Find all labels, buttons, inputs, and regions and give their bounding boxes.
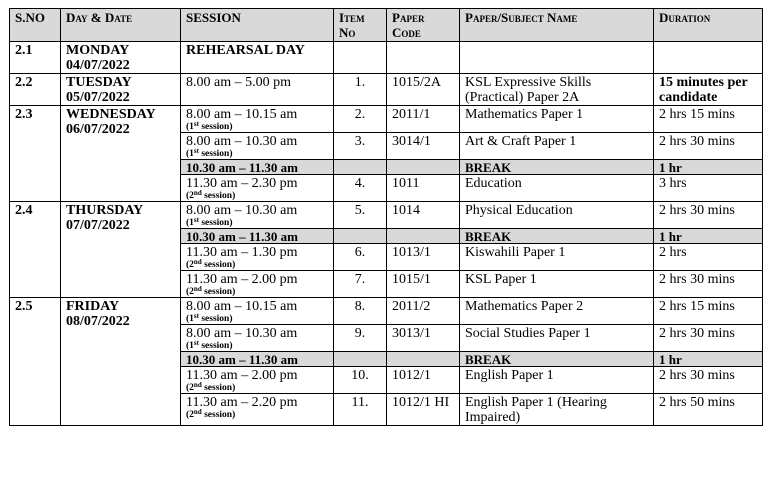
subject-cell: Art & Craft Paper 1 bbox=[460, 133, 654, 160]
item-no-cell: 10. bbox=[334, 367, 387, 394]
day-name: FRIDAY bbox=[66, 299, 120, 314]
session-ordinal: nd bbox=[193, 189, 202, 197]
paper-code-cell: 1012/1 HI bbox=[387, 394, 460, 426]
subject-cell: Education bbox=[460, 175, 654, 202]
table-row bbox=[10, 42, 763, 74]
day-date-cell bbox=[61, 42, 181, 74]
paper-code-cell bbox=[387, 42, 460, 74]
session-cell bbox=[181, 325, 334, 352]
date-value: 07/07/2022 bbox=[66, 218, 130, 233]
session-cell bbox=[181, 229, 334, 244]
header-item-no: Item No bbox=[334, 9, 387, 42]
date-value: 05/07/2022 bbox=[66, 90, 130, 105]
item-no-cell bbox=[334, 229, 387, 244]
session-cell bbox=[181, 42, 334, 74]
session-cell bbox=[181, 133, 334, 160]
duration-cell: 15 minutes per candidate bbox=[654, 74, 763, 106]
session-word: session bbox=[201, 410, 233, 420]
sno-cell: 2.4 bbox=[10, 202, 61, 298]
item-no-cell bbox=[334, 352, 387, 367]
session-word: session bbox=[198, 149, 230, 159]
item-no-cell: 1. bbox=[334, 74, 387, 106]
duration-cell bbox=[654, 42, 763, 74]
table-row bbox=[10, 202, 763, 229]
session-time: 8.00 am – 10.15 am bbox=[186, 299, 298, 314]
duration-cell: 2 hrs 30 mins bbox=[654, 133, 763, 160]
header-day-date: Day & Date bbox=[61, 9, 181, 42]
session-time: 10.30 am – 11.30 am bbox=[186, 352, 298, 367]
subject-cell: Mathematics Paper 2 bbox=[460, 298, 654, 325]
session-ordinal: st bbox=[193, 216, 199, 224]
duration-cell: 2 hrs 30 mins bbox=[654, 271, 763, 298]
session-number: 1 bbox=[189, 122, 194, 132]
day-date-cell bbox=[61, 298, 181, 426]
session-time: 8.00 am – 10.30 am bbox=[186, 203, 298, 218]
sno-cell: 2.3 bbox=[10, 106, 61, 202]
header-row bbox=[10, 9, 763, 42]
item-no-cell: 7. bbox=[334, 271, 387, 298]
cropped-top-text bbox=[9, 0, 349, 7]
item-no-cell: 2. bbox=[334, 106, 387, 133]
session-number: 2 bbox=[189, 410, 194, 420]
session-note: (1st session) bbox=[186, 120, 233, 132]
session-cell bbox=[181, 175, 334, 202]
day-date-cell bbox=[61, 106, 181, 202]
paper-code-cell: 1014 bbox=[387, 202, 460, 229]
subject-cell: BREAK bbox=[460, 229, 654, 244]
day-name: MONDAY bbox=[66, 43, 130, 58]
session-time: 8.00 am – 10.30 am bbox=[186, 134, 298, 149]
session-word: session bbox=[198, 218, 230, 228]
session-time: 11.30 am – 2.30 pm bbox=[186, 176, 298, 191]
subject-cell: BREAK bbox=[460, 352, 654, 367]
session-ordinal: nd bbox=[193, 285, 202, 293]
duration-cell: 2 hrs 15 mins bbox=[654, 106, 763, 133]
subject-cell: KSL Expressive Skills (Practical) Paper 2A bbox=[460, 74, 654, 106]
session-ordinal: nd bbox=[193, 381, 202, 389]
duration-cell: 2 hrs 30 mins bbox=[654, 367, 763, 394]
session-ordinal: st bbox=[193, 120, 199, 128]
session-cell bbox=[181, 271, 334, 298]
item-no-cell: 11. bbox=[334, 394, 387, 426]
table-row bbox=[10, 106, 763, 133]
subject-cell: Social Studies Paper 1 bbox=[460, 325, 654, 352]
day-name: THURSDAY bbox=[66, 203, 144, 218]
day-date-cell bbox=[61, 74, 181, 106]
session-number: 1 bbox=[189, 218, 194, 228]
exam-timetable bbox=[9, 8, 763, 426]
session-word: session bbox=[198, 122, 230, 132]
session-word: session bbox=[198, 314, 230, 324]
paper-code-cell bbox=[387, 160, 460, 175]
session-note: (2nd session) bbox=[186, 408, 236, 420]
session-number: 1 bbox=[189, 341, 194, 351]
paper-code-cell: 1015/2A bbox=[387, 74, 460, 106]
paper-code-cell: 1012/1 bbox=[387, 367, 460, 394]
sno-cell: 2.2 bbox=[10, 74, 61, 106]
item-no-cell: 8. bbox=[334, 298, 387, 325]
session-cell bbox=[181, 298, 334, 325]
item-no-cell bbox=[334, 42, 387, 74]
session-time: 10.30 am – 11.30 am bbox=[186, 160, 298, 175]
duration-cell: 1 hr bbox=[654, 160, 763, 175]
duration-cell: 3 hrs bbox=[654, 175, 763, 202]
header-paper-code: Paper Code bbox=[387, 9, 460, 42]
timetable-body bbox=[10, 42, 763, 426]
session-word: session bbox=[201, 191, 233, 201]
date-value: 08/07/2022 bbox=[66, 314, 130, 329]
header-subject: Paper/Subject Name bbox=[460, 9, 654, 42]
session-note: (2nd session) bbox=[186, 285, 236, 297]
subject-cell: Mathematics Paper 1 bbox=[460, 106, 654, 133]
paper-code-cell bbox=[387, 229, 460, 244]
subject-cell: KSL Paper 1 bbox=[460, 271, 654, 298]
subject-cell: Physical Education bbox=[460, 202, 654, 229]
session-number: 1 bbox=[189, 149, 194, 159]
duration-cell: 2 hrs bbox=[654, 244, 763, 271]
duration-cell: 2 hrs 30 mins bbox=[654, 325, 763, 352]
subject-cell: BREAK bbox=[460, 160, 654, 175]
session-number: 1 bbox=[189, 314, 194, 324]
header-sno: S.NO bbox=[10, 9, 61, 42]
duration-cell: 1 hr bbox=[654, 229, 763, 244]
subject-cell: Kiswahili Paper 1 bbox=[460, 244, 654, 271]
session-time: 10.30 am – 11.30 am bbox=[186, 229, 298, 244]
paper-code-cell: 3013/1 bbox=[387, 325, 460, 352]
item-no-cell: 9. bbox=[334, 325, 387, 352]
session-ordinal: nd bbox=[193, 408, 202, 416]
session-cell bbox=[181, 202, 334, 229]
paper-code-cell: 1013/1 bbox=[387, 244, 460, 271]
session-ordinal: st bbox=[193, 339, 199, 347]
session-time: 8.00 am – 10.30 am bbox=[186, 326, 298, 341]
paper-code-cell: 2011/2 bbox=[387, 298, 460, 325]
subject-cell: English Paper 1 bbox=[460, 367, 654, 394]
session-word: session bbox=[198, 341, 230, 351]
duration-cell: 2 hrs 30 mins bbox=[654, 202, 763, 229]
session-time: 11.30 am – 1.30 pm bbox=[186, 245, 298, 260]
item-no-cell: 4. bbox=[334, 175, 387, 202]
table-row bbox=[10, 74, 763, 106]
session-word: session bbox=[201, 383, 233, 393]
session-cell bbox=[181, 244, 334, 271]
session-time: 8.00 am – 5.00 pm bbox=[186, 75, 291, 90]
item-no-cell: 3. bbox=[334, 133, 387, 160]
session-time: 11.30 am – 2.00 pm bbox=[186, 368, 298, 383]
day-name: TUESDAY bbox=[66, 75, 132, 90]
table-row bbox=[10, 298, 763, 325]
session-note: (1st session) bbox=[186, 339, 233, 351]
sno-cell: 2.5 bbox=[10, 298, 61, 426]
paper-code-cell: 2011/1 bbox=[387, 106, 460, 133]
session-number: 2 bbox=[189, 383, 194, 393]
paper-code-cell: 1011 bbox=[387, 175, 460, 202]
session-time: 11.30 am – 2.00 pm bbox=[186, 272, 298, 287]
session-cell bbox=[181, 394, 334, 426]
session-note: (2nd session) bbox=[186, 258, 236, 270]
paper-code-cell: 1015/1 bbox=[387, 271, 460, 298]
item-no-cell bbox=[334, 160, 387, 175]
subject-cell bbox=[460, 42, 654, 74]
subject-cell: English Paper 1 (Hearing Impaired) bbox=[460, 394, 654, 426]
paper-code-cell bbox=[387, 352, 460, 367]
item-no-cell: 6. bbox=[334, 244, 387, 271]
session-number: 2 bbox=[189, 287, 194, 297]
session-ordinal: nd bbox=[193, 258, 202, 266]
duration-cell: 1 hr bbox=[654, 352, 763, 367]
session-time: 11.30 am – 2.20 pm bbox=[186, 395, 298, 410]
session-cell bbox=[181, 74, 334, 106]
session-cell bbox=[181, 367, 334, 394]
session-cell bbox=[181, 106, 334, 133]
sno-cell: 2.1 bbox=[10, 42, 61, 74]
header-duration: Duration bbox=[654, 9, 763, 42]
day-name: WEDNESDAY bbox=[66, 107, 156, 122]
session-note: (2nd session) bbox=[186, 189, 236, 201]
paper-code-cell: 3014/1 bbox=[387, 133, 460, 160]
session-note: (1st session) bbox=[186, 147, 233, 159]
session-note: (1st session) bbox=[186, 312, 233, 324]
date-value: 04/07/2022 bbox=[66, 58, 130, 73]
session-word: session bbox=[201, 287, 233, 297]
session-ordinal: st bbox=[193, 147, 199, 155]
session-note: (1st session) bbox=[186, 216, 233, 228]
session-time: REHEARSAL DAY bbox=[186, 43, 305, 58]
day-date-cell bbox=[61, 202, 181, 298]
duration-cell: 2 hrs 50 mins bbox=[654, 394, 763, 426]
header-session: SESSION bbox=[181, 9, 334, 42]
date-value: 06/07/2022 bbox=[66, 122, 130, 137]
item-no-cell: 5. bbox=[334, 202, 387, 229]
session-word: session bbox=[201, 260, 233, 270]
session-number: 2 bbox=[189, 260, 194, 270]
session-number: 2 bbox=[189, 191, 194, 201]
duration-cell: 2 hrs 15 mins bbox=[654, 298, 763, 325]
session-cell bbox=[181, 160, 334, 175]
session-cell bbox=[181, 352, 334, 367]
session-ordinal: st bbox=[193, 312, 199, 320]
session-note: (2nd session) bbox=[186, 381, 236, 393]
session-time: 8.00 am – 10.15 am bbox=[186, 107, 298, 122]
